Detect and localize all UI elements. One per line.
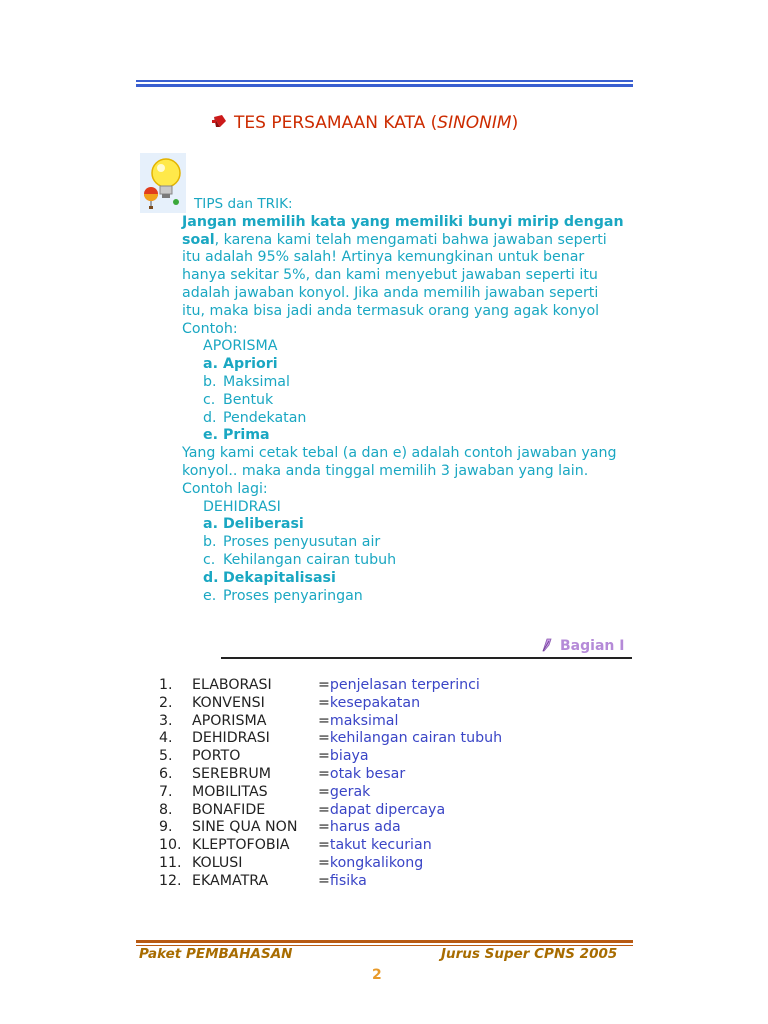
lightbulb-icon: [140, 153, 186, 213]
tips-text: , karena kami telah mengamati bahwa jawaban seperti: [214, 231, 607, 248]
tips-line: itu adalah 95% salah! Artinya kemungkinan untuk benar: [182, 249, 585, 266]
list-item: 11. KOLUSI = kongkalikong: [159, 854, 424, 871]
tips-line: itu, maka bisa jadi anda termasuk orang yang agak konyol: [182, 302, 600, 319]
list-item: 10. KLEPTOFOBIA = takut kecurian: [159, 837, 432, 854]
header-rule-thin: [136, 80, 633, 82]
footer-rule-thick: [136, 940, 633, 943]
header-rule-thick: [136, 84, 633, 87]
synonym-list: [159, 677, 502, 891]
list-item: 1. ELABORASI = penjelasan terperinci: [159, 677, 480, 693]
example-option-bold: a. Deliberasi: [203, 516, 304, 533]
page-number: 2: [372, 967, 382, 983]
list-item: 4. DEHIDRASI = kehilangan cairan tubuh: [159, 730, 503, 747]
list-item: 6. SEREBRUM = otak besar: [159, 765, 406, 782]
example-option: c. Bentuk: [203, 391, 274, 408]
example-option: b. Maksimal: [203, 373, 290, 390]
tips-note: konyol.. maka anda tinggal memilih 3 jawaban yang lain.: [182, 462, 589, 479]
example-option: e. Proses penyaringan: [203, 587, 363, 604]
list-item: 9. SINE QUA NON = harus ada: [159, 819, 401, 836]
tips-section: [182, 196, 632, 605]
footer-right-text: Jurus Super CPNS 2005: [441, 946, 618, 962]
example-word: APORISMA: [203, 338, 278, 355]
title-italic: SINONIM: [437, 113, 512, 133]
example-option-bold: d. Dekapitalisasi: [203, 569, 336, 586]
list-item: 3. APORISMA = maksimal: [159, 712, 399, 729]
list-item: 12. EKAMATRA = fisika: [159, 872, 367, 889]
example-option: d. Pendekatan: [203, 409, 307, 426]
title-prefix: TES PERSAMAAN KATA (: [234, 113, 438, 133]
example-option: b. Proses penyusutan air: [203, 534, 381, 551]
list-item: 7. MOBILITAS = gerak: [159, 783, 371, 800]
tips-line: adalah jawaban konyol. Jika anda memilih jawaban seperti: [182, 284, 599, 301]
example-word: DEHIDRASI: [203, 498, 281, 515]
quill-pen-icon: [540, 638, 554, 652]
footer-left-text: Paket PEMBAHASAN: [139, 946, 293, 962]
pushpin-icon: [212, 115, 228, 129]
list-item: 8. BONAFIDE = dapat dipercaya: [159, 801, 446, 818]
example-option: c. Kehilangan cairan tubuh: [203, 551, 397, 568]
tips-line: [182, 232, 632, 250]
tips-line: hanya sekitar 5%, dan kami menyebut jawaban seperti itu: [182, 267, 598, 284]
section-label: [540, 638, 624, 654]
section-rule: [221, 657, 632, 659]
tips-note: Yang kami cetak tebal (a dan e) adalah contoh jawaban yang: [182, 445, 617, 462]
list-item: 2. KONVENSI = kesepakatan: [159, 694, 421, 711]
list-item: 5. PORTO = biaya: [159, 748, 369, 765]
example-label: Contoh lagi:: [182, 480, 268, 497]
tips-heading: TIPS dan TRIK:: [194, 196, 293, 212]
example-option-bold: a. Apriori: [203, 356, 278, 373]
tips-bold-line: Jangan memilih kata yang memiliki bunyi mirip dengan: [182, 213, 624, 230]
tips-bold-word: soal: [182, 231, 215, 248]
title-suffix: ): [511, 113, 519, 133]
section-label-text: Bagian I: [560, 638, 625, 654]
example-label: Contoh:: [182, 320, 238, 337]
example-option-bold: e. Prima: [203, 427, 270, 444]
page-title: [212, 113, 518, 133]
